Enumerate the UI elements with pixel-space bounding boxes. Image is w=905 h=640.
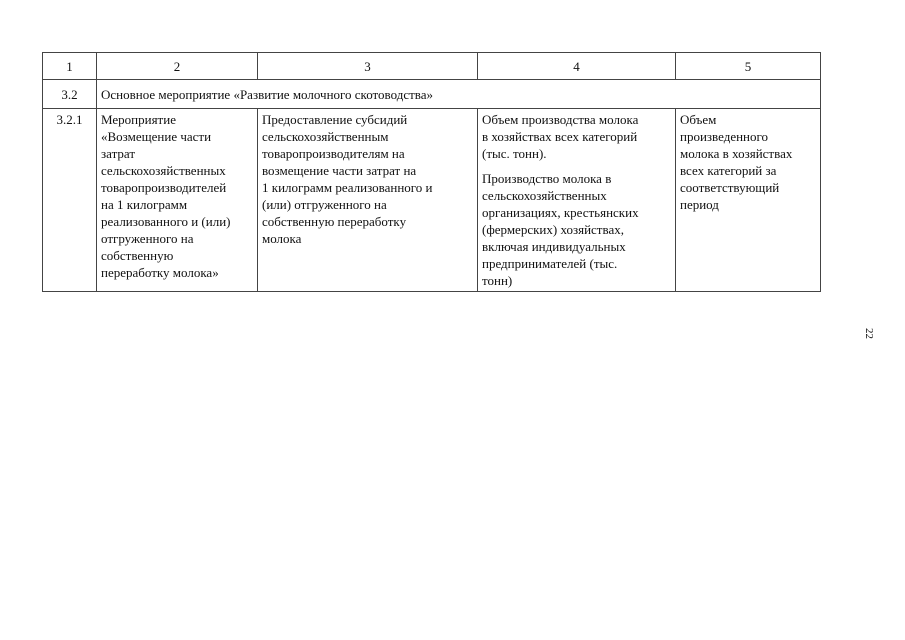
text-line: (тыс. тонн). (482, 146, 547, 161)
table-row (43, 109, 821, 292)
indicator-cell (478, 109, 676, 292)
text-line: возмещение части затрат на (262, 163, 417, 178)
row-number: 3.2.1 (43, 109, 97, 292)
text-line: тонн) (482, 273, 513, 288)
header-cell-2: 2 (97, 53, 258, 80)
text-line: (или) отгруженного на (262, 197, 387, 212)
table-header-row (43, 53, 821, 80)
text-line: Производство молока в (482, 171, 612, 186)
text-line: соответствующий (680, 180, 780, 195)
text-line: Объем (680, 112, 717, 127)
text-line: период (680, 197, 719, 212)
header-cell-1: 1 (43, 53, 97, 80)
text-line: Объем производства молока (482, 112, 639, 127)
text-line: Предоставление субсидий (262, 112, 408, 127)
indicator-paragraph-2 (482, 170, 671, 289)
header-cell-3: 3 (258, 53, 478, 80)
text-line: Мероприятие (101, 112, 176, 127)
description-cell (258, 109, 478, 292)
measure-name-cell (97, 109, 258, 292)
text-line: собственную (101, 248, 174, 263)
text-line: затрат (101, 146, 136, 161)
text-line: переработку молока» (101, 265, 219, 280)
text-line: молока (262, 231, 302, 246)
text-line: произведенного (680, 129, 769, 144)
section-title: Основное мероприятие «Развитие молочного скотоводства» (97, 80, 821, 109)
text-line: товаропроизводителей (101, 180, 227, 195)
text-line: собственную переработку (262, 214, 407, 229)
page-number: 22 (863, 328, 875, 339)
text-line: молока в хозяйствах (680, 146, 793, 161)
text-line: «Возмещение части (101, 129, 212, 144)
text-line: в хозяйствах всех категорий (482, 129, 638, 144)
text-line: (фермерских) хозяйствах, (482, 222, 624, 237)
text-line: 1 килограмм реализованного и (262, 180, 433, 195)
text-line: на 1 килограмм (101, 197, 188, 212)
section-row (43, 80, 821, 109)
text-line: сельскохозяйственных (101, 163, 226, 178)
text-line: сельскохозяйственным (262, 129, 389, 144)
text-line: включая индивидуальных (482, 239, 626, 254)
result-cell (676, 109, 821, 292)
text-line: предпринимателей (тыс. (482, 256, 618, 271)
text-line: всех категорий за (680, 163, 777, 178)
text-line: товаропроизводителям на (262, 146, 405, 161)
section-number: 3.2 (43, 80, 97, 109)
indicators-table (42, 52, 821, 292)
text-line: реализованного и (или) (101, 214, 231, 229)
text-line: сельскохозяйственных (482, 188, 607, 203)
text-line: организациях, крестьянских (482, 205, 639, 220)
text-line: отгруженного на (101, 231, 194, 246)
indicator-paragraph-1 (482, 111, 671, 162)
header-cell-5: 5 (676, 53, 821, 80)
header-cell-4: 4 (478, 53, 676, 80)
